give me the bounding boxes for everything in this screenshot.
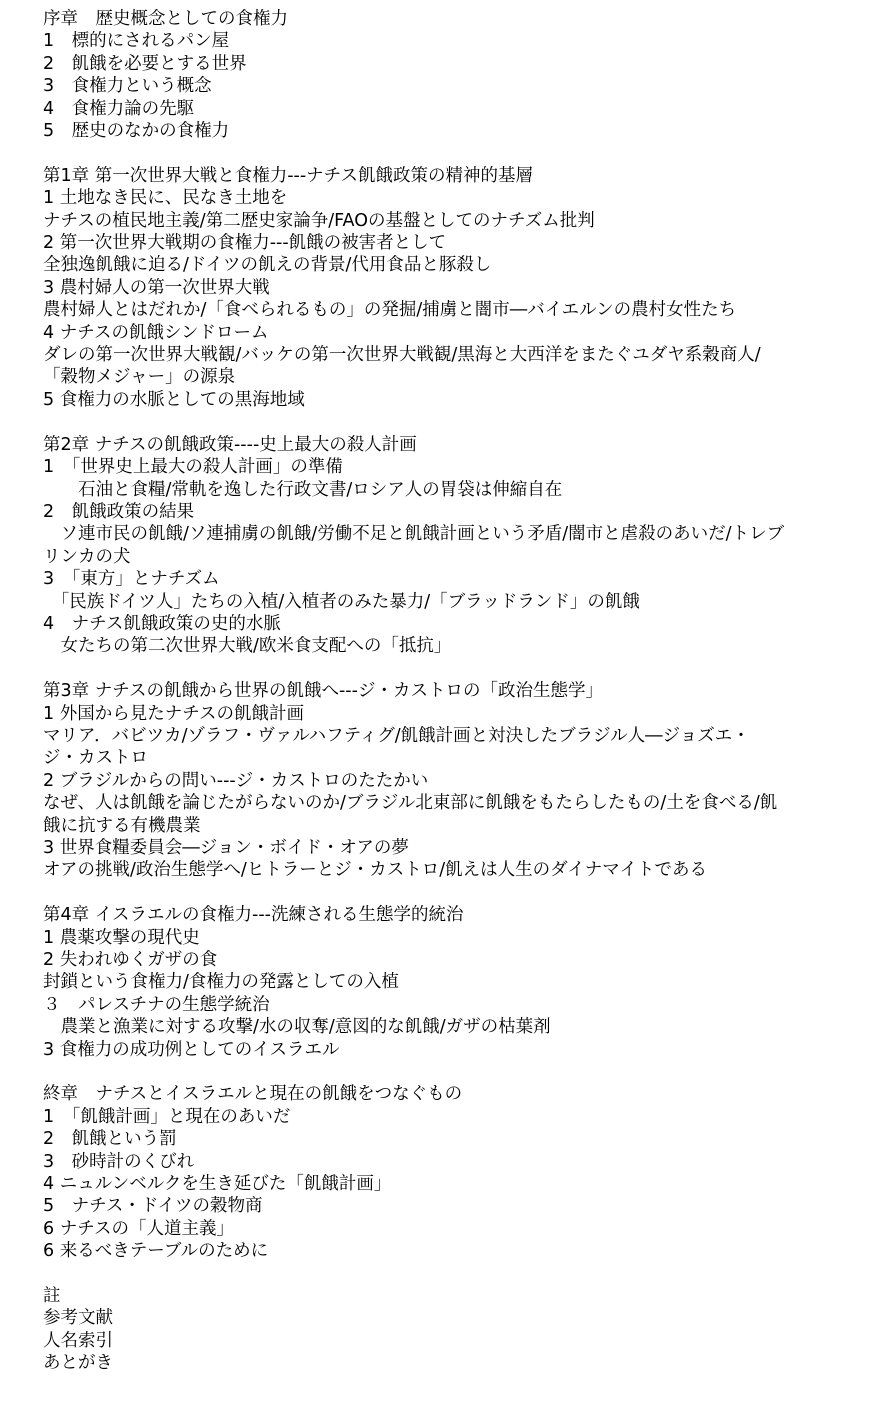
toc-line: 封鎖という食権力/食権力の発露としての入植: [43, 972, 399, 993]
toc-line: 終章 ナチスとイスラエルと現在の飢餓をつなぐもの: [43, 1084, 463, 1105]
blank-line: [43, 1061, 853, 1083]
toc-line: 3 食権力の成功例としてのイスラエル: [43, 1039, 340, 1060]
toc-line: 2 ブラジルからの問い---ジ・カストロのたたかい: [43, 770, 429, 791]
toc-line: 1 「世界史上最大の殺人計画」の準備: [43, 457, 343, 478]
toc-line: ナチスの植民地主義/第二歴史家論争/FAOの基盤としてのナチズム批判: [43, 210, 595, 231]
toc-line: 第4章 イスラエルの食権力---洗練される生態学的統治: [43, 905, 464, 926]
toc-line: 「民族ドイツ人」たちの入植/入植者のみた暴力/「ブラッドランド」の飢餓: [43, 591, 640, 612]
toc-line: 3 砂時計のくびれ: [43, 1151, 195, 1172]
blank-line: [43, 882, 853, 904]
toc-line: なぜ、人は飢餓を論じたがらないのか/ブラジル北東部に飢餓をもたらしたもの/土を食べる/飢: [43, 793, 778, 814]
toc-line: ３ パレスチナの生態学統治: [43, 994, 270, 1015]
toc-line: あとがき: [43, 1353, 113, 1374]
toc-line: 1 農薬攻撃の現代史: [43, 927, 200, 948]
toc-line: 1 標的にされるパン屋: [43, 31, 230, 52]
blank-line: [43, 142, 853, 164]
toc-line: 3 世界食糧委員会―ジョン・ボイド・オアの夢: [43, 837, 409, 858]
toc-line: 4 食権力論の先駆: [43, 98, 195, 119]
toc-line: 2 第一次世界大戦期の食権力---飢餓の被害者として: [43, 233, 447, 254]
toc-line: 註: [43, 1286, 61, 1307]
toc-line: 5 歴史のなかの食権力: [43, 121, 230, 142]
toc-line: 第1章 第一次世界大戦と食権力---ナチス飢餓政策の精神的基層: [43, 165, 533, 186]
toc-line: 5 ナチス・ドイツの穀物商: [43, 1196, 263, 1217]
blank-line: [43, 1263, 853, 1285]
toc-line: 2 飢餓政策の結果: [43, 501, 195, 522]
toc-line: 石油と食糧/常軌を逸した行政文書/ロシア人の胃袋は伸縮自在: [43, 479, 563, 500]
toc-line: 餓に抗する有機農業: [43, 815, 201, 836]
toc-line: 全独逸飢餓に迫る/ドイツの飢えの背景/代用食品と豚殺し: [43, 255, 492, 276]
toc-line: 6 ナチスの「人道主義」: [43, 1218, 234, 1239]
toc-line: 4 ニュルンベルクを生き延びた「飢餓計画」: [43, 1174, 392, 1195]
toc-line: 4 ナチス飢餓政策の史的水脈: [43, 613, 281, 634]
toc-line: 5 食権力の水脈としての黒海地域: [43, 389, 305, 410]
toc-line: 女たちの第二次世界大戦/欧米食支配への「抵抗」: [43, 636, 452, 657]
toc-line: マリア．バビツカ/ゾラフ・ヴァルハフティグ/飢餓計画と対決したブラジル人―ジョズエ・: [43, 725, 750, 746]
toc-line: 序章 歴史概念としての食権力: [43, 9, 288, 29]
toc-line: 人名索引: [43, 1330, 113, 1351]
toc-line: 農村婦人とはだれか/「食べられるもの」の発掘/捕虜と闇市―バイエルンの農村女性たち: [43, 300, 737, 321]
toc-line: 6 来るべきテーブルのために: [43, 1241, 269, 1262]
toc-line: 参考文献: [43, 1308, 113, 1329]
toc-line: 2 飢餓を必要とする世界: [43, 53, 247, 74]
toc-line: 「穀物メジャー」の源泉: [43, 367, 236, 388]
toc-line: 農業と漁業に対する攻撃/水の収奪/意図的な飢餓/ガザの枯葉剤: [43, 1017, 551, 1038]
toc-line: ソ連市民の飢餓/ソ連捕虜の飢餓/労働不足と飢餓計画という矛盾/闇市と虐殺のあいだ/トレブ: [43, 524, 785, 545]
toc-line: 3 農村婦人の第一次世界大戦: [43, 277, 270, 298]
toc-line: ダレの第一次世界大戦観/バッケの第一次世界大戦観/黒海と大西洋をまたぐユダヤ系穀商人/: [43, 345, 761, 366]
toc-line: 1 「飢餓計画」と現在のあいだ: [43, 1106, 291, 1127]
table-of-contents: [43, 8, 853, 1375]
toc-line: 第3章 ナチスの飢餓から世界の飢餓へ---ジ・カストロの「政治生態学」: [43, 681, 603, 702]
toc-line: 1 外国から見たナチスの飢餓計画: [43, 703, 304, 724]
toc-line: 2 失われゆくガザの食: [43, 950, 218, 970]
toc-line: ジ・カストロ: [43, 748, 148, 769]
toc-line: 2 飢餓という罰: [43, 1129, 177, 1150]
blank-line: [43, 411, 853, 433]
toc-line: 4 ナチスの飢餓シンドローム: [43, 322, 269, 343]
toc-line: 第2章 ナチスの飢餓政策----史上最大の殺人計画: [43, 434, 417, 455]
toc-line: リンカの犬: [43, 546, 131, 567]
toc-line: 1 土地なき民に、民なき土地を: [43, 188, 288, 209]
blank-line: [43, 658, 853, 680]
toc-line: 3 「東方」とナチズム: [43, 569, 220, 590]
toc-line: オアの挑戦/政治生態学へ/ヒトラーとジ・カストロ/飢えは人生のダイナマイトである: [43, 860, 707, 881]
toc-line: 3 食権力という概念: [43, 76, 212, 97]
